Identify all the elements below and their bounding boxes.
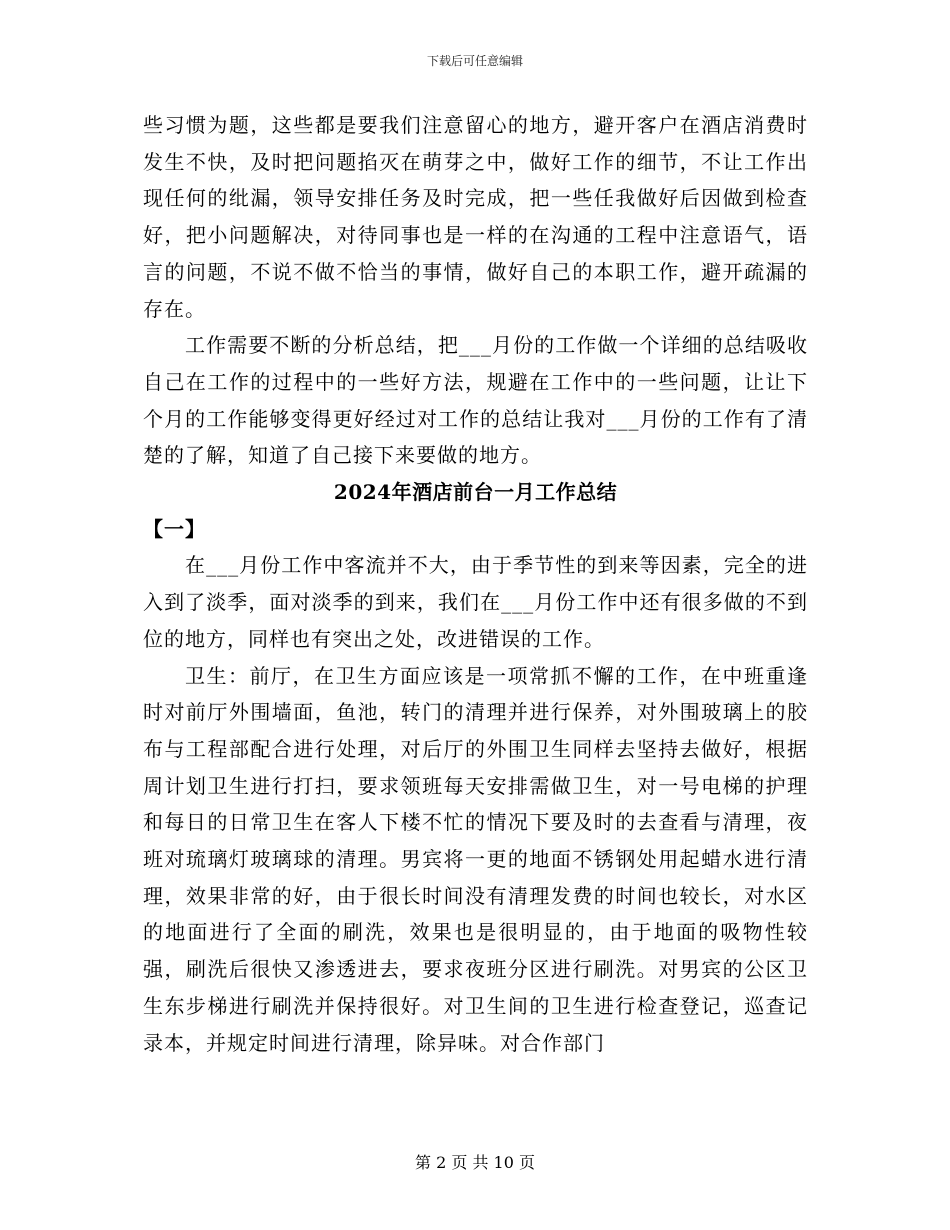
document-body bbox=[143, 107, 808, 1061]
sub-heading: 【一】 bbox=[143, 516, 206, 541]
paragraph-hygiene: 卫生：前厅，在卫生方面应该是一项常抓不懈的工作，在中班重逢时对前厅外围墙面，鱼池，转门的清理并进行保养，对外围玻璃上的胶布与工程部配合进行处理，对后厅的外围卫生同样去坚持去做好，根据周计划卫生进行打扫，要求领班每天安排需做卫生，对一号电梯的护理和每日的日常卫生在客人下楼不忙的情况下要及时的去查看与清理，夜班对琉璃灯玻璃球的清理。男宾将一更的地面不锈钢处用起蜡水进行清理，效果非常的好，由于很长时间没有清理发费的时间也较长，对水区的地面进行了全面的刷洗，效果也是很明显的，由于地面的吸物性较强，刷洗后很快又渗透进去，要求夜班分区进行刷洗。对男宾的公区卫生东步梯进行刷洗并保持很好。对卫生间的卫生进行检查登记，巡查记录本，并规定时间进行清理，除异味。对合作部门 bbox=[143, 663, 808, 1055]
paragraph-continuation: 些习惯为题，这些都是要我们注意留心的地方，避开客户在酒店消费时发生不快，及时把问题掐灭在萌芽之中，做好工作的细节，不让工作出现任何的纰漏，领导安排任务及时完成，把一些任我做好后因做到检查好，把小问题解决，对待同事也是一样的在沟通的工程中注意语气，语言的问题，不说不做不恰当的事情，做好自己的本职工作，避开疏漏的存在。 bbox=[143, 113, 808, 321]
page-header-note: 下载后可任意编辑 bbox=[426, 54, 523, 68]
page-footer-page-number: 第 2 页 共 10 页 bbox=[415, 1153, 535, 1172]
section-title: 2024年酒店前台一月工作总结 bbox=[333, 480, 618, 505]
paragraph-summary: 工作需要不断的分析总结，把___月份的工作做一个详细的总结吸收自己在工作的过程中的一些好方法，规避在工作中的一些问题，让让下个月的工作能够变得更好经过对工作的总结让我对___月份的工作有了清楚的了解，知道了自己接下来要做的地方。 bbox=[143, 333, 808, 468]
paragraph-intro: 在___月份工作中客流并不大，由于季节性的到来等因素，完全的进入到了淡季，面对淡季的到来，我们在___月份工作中还有很多做的不到位的地方，同样也有突出之处，改进错误的工作。 bbox=[143, 553, 808, 651]
